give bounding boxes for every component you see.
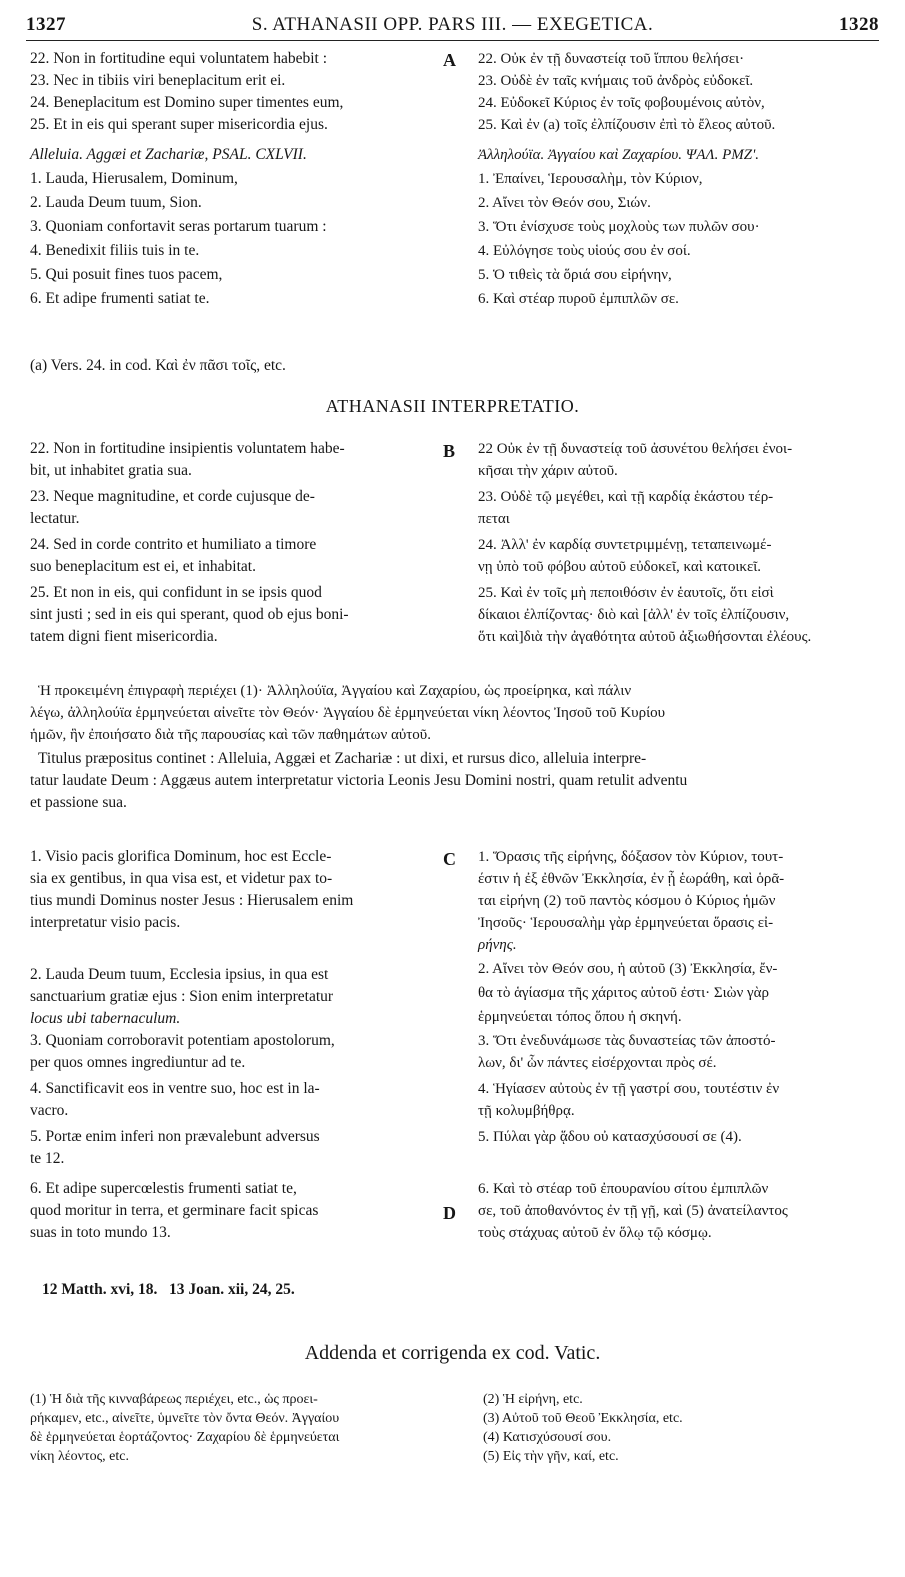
verse-line: 1. Lauda, Hierusalem, Dominum, (30, 170, 238, 187)
page-number-right: 1328 (839, 14, 879, 35)
text-line: σε, τοῦ ἀποθανόντος ἐν τῇ γῇ, καὶ (5) ἀνατείλαντος (478, 1203, 788, 1219)
text-line: 3. Ὅτι ἐνεδυνάμωσε τὰς δυναστείας τῶν ἀποστό- (478, 1033, 776, 1049)
text-line: tatem digni fient misericordia. (30, 628, 218, 645)
text-line: sia ex gentibus, in qua visa est, et videtur pax to- (30, 870, 333, 887)
text-line: 25. Et non in eis, qui confidunt in se ipsis quod (30, 584, 322, 601)
text-line: κῆσαι τὴν χάριν αὐτοῦ. (478, 463, 618, 479)
margin-letter-a: A (443, 50, 456, 70)
text-line: 22. Non in fortitudine insipientis voluntatem habe- (30, 440, 345, 457)
addenda-line: (4) Κατισχύσουσί σου. (483, 1430, 612, 1445)
text-line: ρήνης. (478, 937, 517, 953)
addenda-line: (2) Ἡ εἰρήνη, etc. (483, 1392, 583, 1407)
verse-line: 1. Ἐπαίνει, Ἱερουσαλὴμ, τὸν Κύριον, (478, 171, 703, 187)
text-line: 3. Quoniam corroboravit potentiam apostolorum, (30, 1032, 335, 1049)
text-line: 5. Πύλαι γὰρ ᾅδου οὐ κατασχύσουσί σε (4). (478, 1129, 742, 1145)
text-line: bit, ut inhabitet gratia sua. (30, 462, 192, 479)
verse-line: 25. Καὶ ἐν (a) τοῖς ἐλπίζουσιν ἐπὶ τὸ ἔλεος αὐτοῦ. (478, 117, 776, 133)
margin-letter-b: B (443, 441, 456, 461)
verse-line: 24. Beneplacitum est Domino super timentes eum, (30, 94, 344, 111)
text-line: suas in toto mundo 13. (30, 1224, 171, 1241)
addenda-line: νίκη λέοντος, etc. (30, 1449, 129, 1464)
addenda-line: (5) Εἰς τὴν γῆν, καί, etc. (483, 1449, 619, 1464)
text-line: 6. Et adipe supercœlestis frumenti satiat te, (30, 1180, 297, 1197)
text-line: θα τὸ ἁγίασμα τῆς χάριτος αὐτοῦ ἐστι· Σιὼν γὰρ (478, 985, 770, 1001)
margin-letter-d: D (443, 1203, 456, 1223)
text-line: sint justi ; sed in eis qui sperant, quod ob ejus boni- (30, 606, 349, 623)
text-line: 23. Οὐδὲ τῷ μεγέθει, καὶ τῇ καρδίᾳ ἑκάστου τέρ- (478, 489, 774, 505)
psalm-heading: Ἀλληλούϊα. Ἀγγαίου καὶ Ζαχαρίου. ΨΑΛ. ΡΜΖʹ. (478, 147, 760, 163)
text-line: 22 Οὐκ ἐν τῇ δυναστείᾳ τοῦ ἀσυνέτου θελήσει ἐνοι- (478, 441, 793, 457)
text-line: 1. Visio pacis glorifica Dominum, hoc est Eccle- (30, 848, 332, 865)
verse-line: 2. Lauda Deum tuum, Sion. (30, 194, 202, 211)
verse-line: 2. Αἴνει τὸν Θεόν σου, Σιών. (478, 195, 651, 211)
text-line: Ἰησοῦς· Ἱερουσαλὴμ γὰρ ἑρμηνεύεται ὅρασις εἰ- (478, 915, 774, 931)
addenda-line: (1) Ἡ διὰ τῆς κινναβάρεως περιέχει, etc., ὡς προει- (30, 1392, 318, 1407)
text-line: 4. Ἡγίασεν αὐτοὺς ἐν τῇ γαστρί σου, τουτέστιν ἐν (478, 1081, 780, 1097)
text-line: locus ubi tabernaculum. (30, 1010, 181, 1027)
verse-line: 5. Ὁ τιθεὶς τὰ ὅριά σου εἰρήνην, (478, 267, 672, 283)
verse-line: 4. Benedixit filiis tuis in te. (30, 242, 200, 259)
text-line: sanctuarium gratiæ ejus : Sion enim interpretatur (30, 988, 334, 1005)
running-title: S. ATHANASII OPP. PARS III. — EXEGETICA. (251, 14, 654, 35)
text-line: te 12. (30, 1150, 65, 1167)
verse-line: 5. Qui posuit fines tuos pacem, (30, 266, 223, 283)
text-line: 24. Sed in corde contrito et humiliato a timore (30, 536, 317, 553)
text-line: ἡμῶν, ἣν ἐποιήσατο διὰ τῆς παρουσίας καὶ τῶν παθημάτων αὐτοῦ. (30, 727, 431, 743)
text-line: πεται (478, 511, 510, 527)
text-line: λων, δι' ὧν πάντες εἰσέρχονται πρὸς σέ. (478, 1055, 717, 1071)
verse-line: 22. Non in fortitudine equi voluntatem habebit : (30, 50, 328, 67)
text-line: ται εἰρήνη (2) τοῦ παντὸς κόσμου ὁ Κύριος ἡμῶν (478, 893, 776, 909)
footnote-a: (a) Vers. 24. in cod. Καὶ ἐν πᾶσι τοῖς, etc. (30, 357, 286, 374)
text-line: δίκαιοι ἐλπίζοντας· διὸ καὶ [ἀλλ' ἐν τοῖς ἐλπίζουσιν, (478, 607, 790, 623)
verse-line: 24. Εὐδοκεῖ Κύριος ἐν τοῖς φοβουμένοις αὐτὸν, (478, 95, 765, 111)
text-line: ὅτι καὶ]διὰ τὴν ἀγαθότητα αὐτοῦ ἀξιωθήσονται ἐλέους. (478, 629, 812, 645)
text-line: 5. Portæ enim inferi non prævalebunt adversus (30, 1128, 320, 1145)
text-line: lectatur. (30, 510, 80, 527)
addenda-line: ρήκαμεν, etc., αἰνεῖτε, ὑμνεῖτε τὸν ὄντα Θεόν. Ἀγγαίου (30, 1411, 340, 1426)
text-line: vacro. (30, 1102, 69, 1119)
text-line: et passione sua. (30, 794, 127, 811)
text-line: λέγω, ἀλληλούϊα ἑρμηνεύεται αἰνεῖτε τὸν Θεόν· Ἀγγαίου δὲ ἑρμηνεύεται νίκη λέοντος Ἰησοῦ τοῦ Κυρίου (30, 705, 666, 721)
text-line: 2. Αἴνει τὸν Θεόν σου, ἡ αὐτοῦ (3) Ἐκκλησία, ἔν- (478, 961, 778, 977)
verse-line: 22. Οὐκ ἐν τῇ δυναστείᾳ τοῦ ἵππου θελήσει· (478, 51, 745, 67)
addenda-title: Addenda et corrigenda ex cod. Vatic. (304, 1342, 601, 1364)
text-line: Titulus præpositus continet : Alleluia, Aggæi et Zachariæ : ut dixi, et rursus dico, alleluia interpre- (38, 750, 647, 767)
text-line: 2. Lauda Deum tuum, Ecclesia ipsius, in qua est (30, 966, 329, 983)
text-line: 4. Sanctificavit eos in ventre suo, hoc est in la- (30, 1080, 320, 1097)
addenda-line: (3) Αὐτοῦ τοῦ Θεοῦ Ἐκκλησία, etc. (483, 1411, 683, 1426)
text-line: τοὺς στάχυας αὐτοῦ ἐν ὅλῳ τῷ κόσμῳ. (478, 1225, 712, 1241)
verse-line: 3. Ὅτι ἐνίσχυσε τοὺς μοχλοὺς των πυλῶν σου· (478, 219, 760, 235)
verse-line: 23. Nec in tibiis viri beneplacitum erit ei. (30, 72, 286, 89)
text-line: interpretatur visio pacis. (30, 914, 181, 931)
verse-line: 23. Οὐδὲ ἐν ταῖς κνήμαις τοῦ ἀνδρὸς εὐδοκεῖ. (478, 73, 754, 89)
text-line: tatur laudate Deum : Aggæus autem interpretatur victoria Leonis Jesu Domini nostri, quam retulit adventu (30, 772, 688, 789)
verse-line: 6. Et adipe frumenti satiat te. (30, 290, 210, 307)
text-line: 23. Neque magnitudine, et corde cujusque de- (30, 488, 315, 505)
addenda-line: δὲ ἑρμηνεύεται ἑορτάζοντος· Ζαχαρίου δὲ ἑρμηνεύεται (30, 1430, 340, 1445)
text-line: τῇ κολυμβήθρᾳ. (478, 1103, 575, 1119)
verse-line: 3. Quoniam confortavit seras portarum tuarum : (30, 218, 327, 235)
text-line: tius mundi Dominus noster Jesus : Hierusalem enim (30, 892, 354, 909)
text-line: 24. Ἀλλ' ἐν καρδίᾳ συντετριμμένῃ, τεταπεινωμέ- (478, 537, 772, 553)
text-line: 1. Ὅρασις τῆς εἰρήνης, δόξασον τὸν Κύριον, τουτ- (478, 849, 784, 865)
verse-line: 6. Καὶ στέαρ πυροῦ ἐμπιπλῶν σε. (478, 291, 679, 307)
text-line: νῃ ὑπὸ τοῦ φόβου αὐτοῦ εὐδοκεῖ, καὶ κατοικεῖ. (478, 559, 762, 575)
text-line: Ἡ προκειμένη ἐπιγραφὴ περιέχει (1)· Ἀλληλούϊα, Ἀγγαίου καὶ Ζαχαρίου, ὡς προείρηκα, καὶ πάλιν (38, 683, 632, 699)
verse-line: 4. Εὐλόγησε τοὺς υἱούς σου ἐν σοί. (478, 243, 691, 259)
interpretation-title: ATHANASII INTERPRETATIO. (325, 396, 580, 416)
running-header (26, 14, 879, 41)
text-line: suo beneplacitum est ei, et inhabitat. (30, 558, 256, 575)
margin-letter-c: C (443, 849, 456, 869)
text-line: ἑρμηνεύεται τόπος ὅπου ἡ σκηνή. (478, 1009, 682, 1025)
scripture-references: 12 Matth. xvi, 18. 13 Joan. xii, 24, 25. (42, 1281, 295, 1298)
text-line: έστιν ἡ ἐξ ἐθνῶν Ἐκκλησία, ἐν ᾗ ἑωράθη, καὶ ὁρᾶ- (478, 871, 785, 887)
page-number-left: 1327 (26, 14, 66, 35)
text-line: quod moritur in terra, et germinare facit spicas (30, 1202, 319, 1219)
psalm-heading: Alleluia. Aggæi et Zachariæ, PSAL. CXLVII. (30, 146, 307, 163)
text-line: 6. Καὶ τὸ στέαρ τοῦ ἐπουρανίου σίτου ἐμπιπλῶν (478, 1181, 769, 1197)
verse-line: 25. Et in eis qui sperant super misericordia ejus. (30, 116, 328, 133)
text-line: 25. Καὶ ἐν τοῖς μὴ πεποιθόσιν ἐν ἑαυτοῖς, ὅτι εἰσὶ (478, 585, 774, 601)
text-line: per quos omnes ingrediuntur ad te. (30, 1054, 246, 1071)
